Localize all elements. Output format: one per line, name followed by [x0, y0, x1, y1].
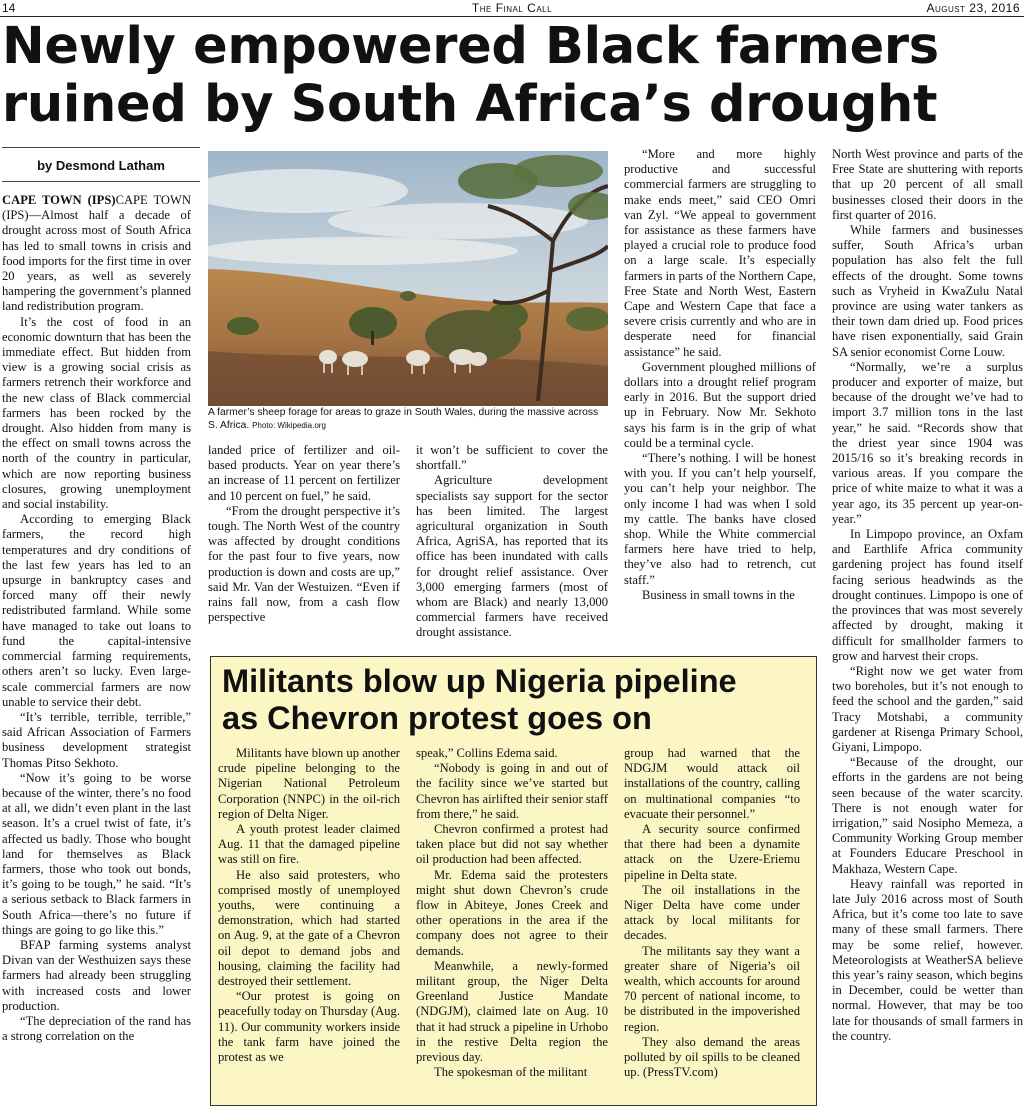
sidebar-paragraph: group had warned that the NDGJM would attack oil installations of the country, calling on multinational companies “to evacuate their personnel.”	[624, 746, 800, 821]
caption-text: A farmer’s sheep forage for areas to graze in South Wales, during the massive across S. Africa.	[208, 407, 599, 431]
article-paragraph: “The depreciation of the rand has a strong correlation on the	[2, 1013, 191, 1044]
sidebar-paragraph: “Nobody is going in and out of the facility since we’ve started but Chevron has airlifted their senior staff from there,” he said.	[416, 761, 608, 821]
sidebar-headline-line-1: Militants blow up Nigeria pipeline	[222, 663, 737, 699]
article-paragraph: “It’s terrible, terrible, terrible,” said African Association of Farmers business development strategist Thomas Pitso Sekhoto.	[2, 709, 191, 770]
article-photo	[208, 151, 608, 406]
sidebar-column-3	[624, 746, 800, 1102]
article-paragraph: “More and more highly productive and successful commercial farmers are struggling to make ends meet,” said CEO Omri van Zyl. “We appeal to government for assistance as these farmers have played a crucial role to produce food on a large scale. It’s especially farmers in parts of the Northern Cape, Free State and North West, Eastern Cape and Western Cape that face a severe crisis currently and who are in desperate need for financial assistance” he said.	[624, 147, 816, 359]
article-paragraph: landed price of fertilizer and oil-based products. Year on year there’s an increase of 11 percent on fertilizer and 10 percent on fuel,” he said.	[208, 443, 400, 503]
sidebar-paragraph: He also said protesters, who comprised mostly of unemployed youths, were continuing a demonstration, which had started on Aug. 9, at the gate of a Chevron oil depot to demand jobs and housing, claiming the facility had destroyed their settlement.	[218, 867, 400, 989]
article-paragraph: “From the drought perspective it’s tough. The North West of the country was affected by drought conditions for the past four to five years, now production is down and costs are up,” said Mr. Van der Westuizen. “Even if rains fall now, from a cash flow perspective	[208, 503, 400, 625]
headline-line-2: ruined by South Africa’s drought	[2, 75, 938, 134]
article-paragraph: Business in small towns in the	[642, 587, 795, 602]
masthead	[0, 0, 1024, 17]
article-column-1	[2, 193, 191, 1103]
headline-line-1: Newly empowered Black farmers	[2, 17, 939, 76]
photo-caption	[208, 407, 610, 432]
sidebar-paragraph: “Our protest is going on peacefully today on Thursday (Aug. 11). Our community workers inside the tank farm have joined the protest as we	[218, 989, 400, 1065]
sidebar-paragraph: Chevron confirmed a protest had taken place but did not say whether oil production had been affected.	[416, 822, 608, 867]
article-paragraph: North West province and parts of the Free State are shuttering with reports that up 20 percent of all small businesses closed their doors in the first quarter of 2016.	[832, 147, 1023, 222]
issue-date: August 23, 2016	[926, 1, 1020, 15]
article-column-5	[832, 147, 1023, 1107]
article-paragraph: It’s the cost of food in an economic downturn that has been the immediate effect. But hidden from view is a growing social crisis as farmers retrench their workforce and the new class of Black commercial farmers has been rocked by the drought. Also hidden from many is the effect on small towns across the north of the country in particular, which are now reporting business closures, growing unemployment and social instability.	[2, 314, 191, 512]
article-paragraph: “There’s nothing. I will be honest with you. If you can’t help yourself, you can’t help your neighbor. The only income I had was when I sold my cattle. The banks have closed shop. While the White commercial farmers here have tried to help, they’ve also had to retrench, cut staff.”	[624, 451, 816, 587]
sidebar-column-2	[416, 746, 608, 1102]
article-paragraph: Agriculture development specialists say support for the sector has been limited. The largest agricultural organization in South Africa, AgriSA, has reported that its office has been inundated with calls for drought relief assistance. Over 3,000 emerging farmers (most of whom are Black) and nearly 13,000 commercial farmers have received drought assistance.	[416, 473, 608, 640]
article-column-2	[208, 443, 400, 643]
sidebar-headline	[222, 663, 812, 737]
sidebar-column-1	[218, 746, 400, 1102]
sidebar-paragraph: Militants have blown up another crude pipeline belonging to the Nigerian National Petroleum Corporation (NNPC) in the oil-rich region of Delta Niger.	[218, 746, 400, 821]
publication-name: The Final Call	[471, 1, 553, 15]
article-paragraph: “Now it’s going to be worse because of the winter, there’s no food at all, we didn’t even plant in the last season. It’s a cruel twist of fate, it’s affected us badly. Those who bought land for themselves as Black farmers, those who took out bonds, it’s going to be tough,” he said. “It’s a serious setback to Black farmers in South Africa—there’s no future if things are going to go like this.”	[2, 770, 191, 937]
sidebar-paragraph: A security source confirmed that there had been a dynamite attack on the Uzere-Eriemu pipeline in Delta state.	[624, 822, 800, 882]
sidebar-headline-line-2: as Chevron protest goes on	[222, 700, 652, 736]
article-headline	[2, 18, 1022, 134]
sheep-field-photo	[208, 151, 608, 406]
photo-credit: Photo: Wikipedia.org	[252, 420, 326, 430]
article-paragraph: “Normally, we’re a surplus producer and exporter of maize, but because of the drought we’ve had to import 3.7 million tons in the last year,” he said. “Records show that the driest year since 1904 was 2015/16 so it’s breaking records in various areas. If you compare the price of white maize to what it was a year ago, its 35 percent up year-on-year.”	[832, 359, 1023, 526]
sidebar-paragraph: Mr. Edema said the protesters might shut down Chevron’s crude flow in Abiteye, Jones Creek and other operations in the area if the company does not agree to their demands.	[416, 867, 608, 958]
sidebar-paragraph: speak,” Collins Edema said.	[416, 746, 558, 760]
article-paragraph: Government ploughed millions of dollars into a drought relief program early in 2016. But the support dried up in February. Now Mr. Sekhoto says his farm is in the grip of what could be a terminal cycle.	[624, 359, 816, 450]
sidebar-paragraph: The spokesman of the militant	[434, 1065, 588, 1080]
sidebar-paragraph: The oil installations in the Niger Delta have come under attack by local militants for decades.	[624, 882, 800, 943]
sidebar-paragraph: The militants say they want a greater share of Nigeria’s oil wealth, which accounts for around 70 percent of national income, to be distributed in the impoverished region.	[624, 943, 800, 1034]
sidebar-paragraph: They also demand the areas polluted by oil spills to be cleaned up. (PressTV.com)	[624, 1034, 800, 1080]
page-number: 14	[2, 1, 16, 15]
article-paragraph: “Because of the drought, our efforts in the gardens are not being seen because of the water scarcity. There is not enough water for irrigation,” said Nosipho Memeza, a Community Working Group member at Founders Educare Preschool in Makhaza, Western Cape.	[832, 755, 1023, 876]
article-paragraph: BFAP farming systems analyst Divan van der Westhuizen says these farmers had already been struggling with increased costs and lower production.	[2, 937, 191, 1013]
article-paragraph: In Limpopo province, an Oxfam and Earthlife Africa community gardening project has found itself facing serious headwinds as the drought continues. Limpopo is one of the provinces that was most severely affected by drought, making it difficult for smallholder farmers to grow and harvest their crops.	[832, 527, 1023, 663]
paragraph-text: CAPE TOWN (IPS)—Almost half a decade of drought across most of South Africa has led to small towns in crisis and food imports for the first time in over 20 years, as well as severely hampering the government’s planned land redistribution program.	[2, 193, 191, 314]
article-column-3	[416, 443, 608, 643]
dateline: CAPE TOWN (IPS)	[2, 193, 116, 207]
byline: by Desmond Latham	[2, 147, 200, 182]
article-column-4	[624, 147, 816, 643]
sidebar-paragraph: Meanwhile, a newly-formed militant group, the Niger Delta Greenland Justice Mandate (NDGJM), claimed late on Aug. 10 that it had struck a pipeline in Urhobo in the restive Delta region the previous day.	[416, 958, 608, 1065]
article-paragraph: According to emerging Black farmers, the record high temperatures and dry conditions of the last few years has led to an upsurge in bankruptcy cases and forced many off their newly redistributed farmland. While some have managed to take out loans to fund the capital-intensive commercial farming requirements, others aren’t so lucky. Even large-scale commercial farmers are now unable to service their debt.	[2, 512, 191, 709]
article-paragraph: “Right now we get water from two boreholes, but it’s not enough to feed the school and the garden,” said Tracy Motshabi, a community gardener at Risenga Primary School, Giyani, Limpopo.	[832, 663, 1023, 754]
article-paragraph: it won’t be sufficient to cover the shortfall.”	[416, 443, 608, 473]
article-paragraph: Heavy rainfall was reported in late July 2016 across most of South Africa, but it’s come too late to save many of these small farmers. There may be some relief, however. Meteorologists at WeatherSA believe this year’s rainy season, which begins in December, could be wetter than normal. However, that may be too late for thousands of small farmers in the country.	[832, 876, 1023, 1043]
sidebar-paragraph: A youth protest leader claimed Aug. 11 that the damaged pipeline was still on fire.	[218, 822, 400, 867]
article-paragraph: While farmers and businesses suffer, South Africa’s urban population has also felt the full effects of the drought. Some towns such as Vryheid in KwaZulu Natal province are using water tankers as their town dam dried up. Food prices have risen exponentially, said Grain SA senior economist Corne Louw.	[832, 223, 1023, 359]
article-paragraph	[2, 193, 191, 315]
